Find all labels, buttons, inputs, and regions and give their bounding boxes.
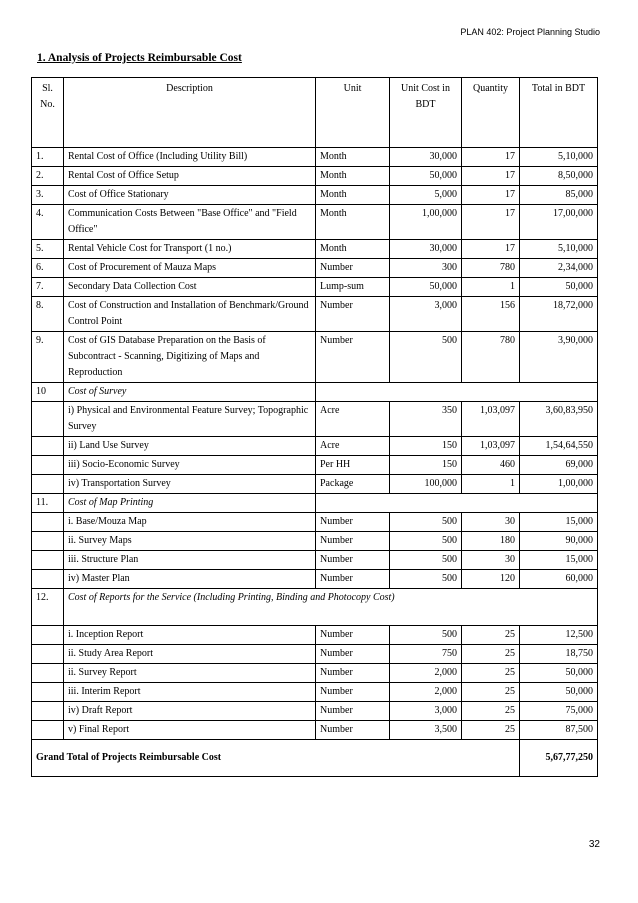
- table-row: [32, 402, 598, 437]
- cell-description: Communication Costs Between "Base Office" and "Field Office": [64, 205, 316, 240]
- col-header-quantity: Quantity: [462, 78, 520, 148]
- cell-quantity: 156: [462, 297, 520, 332]
- cell-description: i. Inception Report: [64, 626, 316, 645]
- cell-unit: Package: [316, 475, 390, 494]
- cell-quantity: 1: [462, 475, 520, 494]
- cell-unit-cost: 3,000: [390, 297, 462, 332]
- cell-section-heading: Cost of Reports for the Service (Including Printing, Binding and Photocopy Cost): [64, 589, 598, 626]
- cell-sl: 7.: [32, 278, 64, 297]
- cell-unit: Number: [316, 513, 390, 532]
- cell-unit-cost: 150: [390, 437, 462, 456]
- cell-unit: Number: [316, 259, 390, 278]
- cell-unit-cost: 500: [390, 532, 462, 551]
- cell-total: 87,500: [520, 721, 598, 740]
- cell-quantity: 25: [462, 645, 520, 664]
- cell-total: 5,10,000: [520, 148, 598, 167]
- cell-unit: Number: [316, 332, 390, 383]
- cell-total: 3,90,000: [520, 332, 598, 383]
- reimbursable-cost-table: [31, 77, 598, 777]
- cell-quantity: 1,03,097: [462, 437, 520, 456]
- cell-empty: [316, 383, 598, 402]
- cell-sl: [32, 532, 64, 551]
- cell-quantity: 17: [462, 240, 520, 259]
- cell-unit-cost: 500: [390, 551, 462, 570]
- table-row: [32, 664, 598, 683]
- table-row: [32, 332, 598, 383]
- cell-sl: [32, 664, 64, 683]
- cell-quantity: 17: [462, 205, 520, 240]
- cell-sl: 6.: [32, 259, 64, 278]
- cell-description: i) Physical and Environmental Feature Survey; Topographic Survey: [64, 402, 316, 437]
- cell-unit: Acre: [316, 437, 390, 456]
- cell-unit: Number: [316, 532, 390, 551]
- table-row: [32, 297, 598, 332]
- cell-sl: [32, 626, 64, 645]
- cell-description: v) Final Report: [64, 721, 316, 740]
- cell-description: iii. Structure Plan: [64, 551, 316, 570]
- cell-total: 50,000: [520, 664, 598, 683]
- cell-section-heading: Cost of Map Printing: [64, 494, 316, 513]
- cell-total: 75,000: [520, 702, 598, 721]
- cell-description: iv) Master Plan: [64, 570, 316, 589]
- cell-unit-cost: 50,000: [390, 167, 462, 186]
- cell-description: Rental Cost of Office Setup: [64, 167, 316, 186]
- cell-description: Cost of Procurement of Mauza Maps: [64, 259, 316, 278]
- cell-sl: [32, 437, 64, 456]
- cell-quantity: 25: [462, 721, 520, 740]
- cell-unit-cost: 2,000: [390, 683, 462, 702]
- cell-unit: Number: [316, 626, 390, 645]
- cell-sl: 11.: [32, 494, 64, 513]
- cell-sl: 2.: [32, 167, 64, 186]
- grand-total-value: 5,67,77,250: [520, 740, 598, 777]
- cell-sl: 12.: [32, 589, 64, 626]
- cell-quantity: 17: [462, 186, 520, 205]
- cell-total: 18,72,000: [520, 297, 598, 332]
- cell-sl: [32, 475, 64, 494]
- cell-unit: Number: [316, 702, 390, 721]
- col-header-unit: Unit: [316, 78, 390, 148]
- cell-sl: [32, 721, 64, 740]
- col-header-unit-cost: Unit Cost in BDT: [390, 78, 462, 148]
- cell-sl: 5.: [32, 240, 64, 259]
- cell-total: 12,500: [520, 626, 598, 645]
- cell-unit-cost: 30,000: [390, 240, 462, 259]
- cell-quantity: 30: [462, 513, 520, 532]
- cell-total: 69,000: [520, 456, 598, 475]
- cell-sl: 10: [32, 383, 64, 402]
- table-row: [32, 702, 598, 721]
- cell-description: ii) Land Use Survey: [64, 437, 316, 456]
- table-row: [32, 259, 598, 278]
- table-row: [32, 278, 598, 297]
- cell-total: 50,000: [520, 278, 598, 297]
- cell-quantity: 1,03,097: [462, 402, 520, 437]
- cell-description: iv) Draft Report: [64, 702, 316, 721]
- cell-description: ii. Survey Report: [64, 664, 316, 683]
- cell-unit: Per HH: [316, 456, 390, 475]
- cell-unit: Number: [316, 645, 390, 664]
- cell-total: 90,000: [520, 532, 598, 551]
- cell-description: ii. Survey Maps: [64, 532, 316, 551]
- cell-unit: Month: [316, 186, 390, 205]
- table-header-row: [32, 78, 598, 148]
- cell-unit: Number: [316, 551, 390, 570]
- table-row: [32, 494, 598, 513]
- cell-unit-cost: 3,000: [390, 702, 462, 721]
- cell-description: ii. Study Area Report: [64, 645, 316, 664]
- cell-unit-cost: 5,000: [390, 186, 462, 205]
- table-row: [32, 721, 598, 740]
- table-row: [32, 475, 598, 494]
- table-row: [32, 551, 598, 570]
- cell-total: 3,60,83,950: [520, 402, 598, 437]
- cell-sl: 3.: [32, 186, 64, 205]
- cell-description: Rental Vehicle Cost for Transport (1 no.): [64, 240, 316, 259]
- cell-sl: [32, 513, 64, 532]
- cell-description: Cost of GIS Database Preparation on the Basis of Subcontract - Scanning, Digitizing of Maps and Reproduction: [64, 332, 316, 383]
- cell-sl: [32, 551, 64, 570]
- cell-total: 17,00,000: [520, 205, 598, 240]
- cell-total: 15,000: [520, 513, 598, 532]
- cell-description: Cost of Office Stationary: [64, 186, 316, 205]
- cell-unit: Number: [316, 570, 390, 589]
- cell-unit-cost: 100,000: [390, 475, 462, 494]
- cell-empty: [316, 494, 598, 513]
- cell-quantity: 460: [462, 456, 520, 475]
- table-row: [32, 383, 598, 402]
- cell-sl: [32, 402, 64, 437]
- cell-unit: Number: [316, 297, 390, 332]
- cell-total: 50,000: [520, 683, 598, 702]
- cell-total: 2,34,000: [520, 259, 598, 278]
- cell-quantity: 780: [462, 259, 520, 278]
- cell-unit-cost: 30,000: [390, 148, 462, 167]
- cell-quantity: 1: [462, 278, 520, 297]
- table-row: [32, 683, 598, 702]
- table-row: [32, 148, 598, 167]
- table-row: [32, 205, 598, 240]
- cell-unit: Month: [316, 240, 390, 259]
- cell-quantity: 25: [462, 626, 520, 645]
- cell-unit-cost: 300: [390, 259, 462, 278]
- cell-unit: Acre: [316, 402, 390, 437]
- cell-quantity: 25: [462, 702, 520, 721]
- cell-quantity: 180: [462, 532, 520, 551]
- cell-unit: Month: [316, 167, 390, 186]
- cell-unit-cost: 350: [390, 402, 462, 437]
- col-header-sl: Sl. No.: [32, 78, 64, 148]
- cell-total: 8,50,000: [520, 167, 598, 186]
- cell-quantity: 30: [462, 551, 520, 570]
- cell-unit: Lump-sum: [316, 278, 390, 297]
- cell-unit: Month: [316, 205, 390, 240]
- page-number: 32: [588, 839, 600, 850]
- cell-description: i. Base/Mouza Map: [64, 513, 316, 532]
- table-row: [32, 532, 598, 551]
- cell-unit: Number: [316, 683, 390, 702]
- cell-description: Rental Cost of Office (Including Utility Bill): [64, 148, 316, 167]
- cell-total: 60,000: [520, 570, 598, 589]
- col-header-description: Description: [64, 78, 316, 148]
- cell-section-heading: Cost of Survey: [64, 383, 316, 402]
- cell-sl: [32, 456, 64, 475]
- section-title: 1. Analysis of Projects Reimbursable Cost: [37, 52, 242, 64]
- cell-unit-cost: 150: [390, 456, 462, 475]
- cell-description: Cost of Construction and Installation of Benchmark/Ground Control Point: [64, 297, 316, 332]
- table-row: [32, 513, 598, 532]
- cell-sl: 9.: [32, 332, 64, 383]
- table-row: [32, 645, 598, 664]
- cell-description: iii) Socio-Economic Survey: [64, 456, 316, 475]
- cell-unit-cost: 750: [390, 645, 462, 664]
- cell-sl: 4.: [32, 205, 64, 240]
- cell-unit: Number: [316, 721, 390, 740]
- cell-quantity: 17: [462, 148, 520, 167]
- cell-unit-cost: 500: [390, 332, 462, 383]
- cell-unit-cost: 3,500: [390, 721, 462, 740]
- cell-unit-cost: 1,00,000: [390, 205, 462, 240]
- table-row: [32, 456, 598, 475]
- cell-description: iii. Interim Report: [64, 683, 316, 702]
- cell-unit-cost: 2,000: [390, 664, 462, 683]
- cell-unit-cost: 50,000: [390, 278, 462, 297]
- cell-sl: [32, 645, 64, 664]
- table-row: [32, 437, 598, 456]
- cell-unit: Month: [316, 148, 390, 167]
- col-header-total: Total in BDT: [520, 78, 598, 148]
- cell-description: Secondary Data Collection Cost: [64, 278, 316, 297]
- running-header: PLAN 402: Project Planning Studio: [460, 27, 600, 37]
- table-row: [32, 626, 598, 645]
- table-body: [32, 148, 598, 740]
- cell-unit: Number: [316, 664, 390, 683]
- table-row: [32, 589, 598, 626]
- cell-quantity: 25: [462, 683, 520, 702]
- grand-total-row: [32, 740, 598, 777]
- cell-sl: 8.: [32, 297, 64, 332]
- cell-sl: 1.: [32, 148, 64, 167]
- cell-description: iv) Transportation Survey: [64, 475, 316, 494]
- table-row: [32, 167, 598, 186]
- cell-sl: [32, 570, 64, 589]
- table-row: [32, 240, 598, 259]
- cell-unit-cost: 500: [390, 570, 462, 589]
- cell-unit-cost: 500: [390, 626, 462, 645]
- cell-total: 1,00,000: [520, 475, 598, 494]
- table-row: [32, 570, 598, 589]
- table-row: [32, 186, 598, 205]
- cell-quantity: 120: [462, 570, 520, 589]
- cell-quantity: 17: [462, 167, 520, 186]
- cell-quantity: 780: [462, 332, 520, 383]
- cell-total: 1,54,64,550: [520, 437, 598, 456]
- cell-total: 5,10,000: [520, 240, 598, 259]
- cell-sl: [32, 702, 64, 721]
- cell-total: 15,000: [520, 551, 598, 570]
- cell-total: 85,000: [520, 186, 598, 205]
- cell-quantity: 25: [462, 664, 520, 683]
- cell-sl: [32, 683, 64, 702]
- cell-unit-cost: 500: [390, 513, 462, 532]
- cell-total: 18,750: [520, 645, 598, 664]
- grand-total-label: Grand Total of Projects Reimbursable Cost: [32, 740, 520, 777]
